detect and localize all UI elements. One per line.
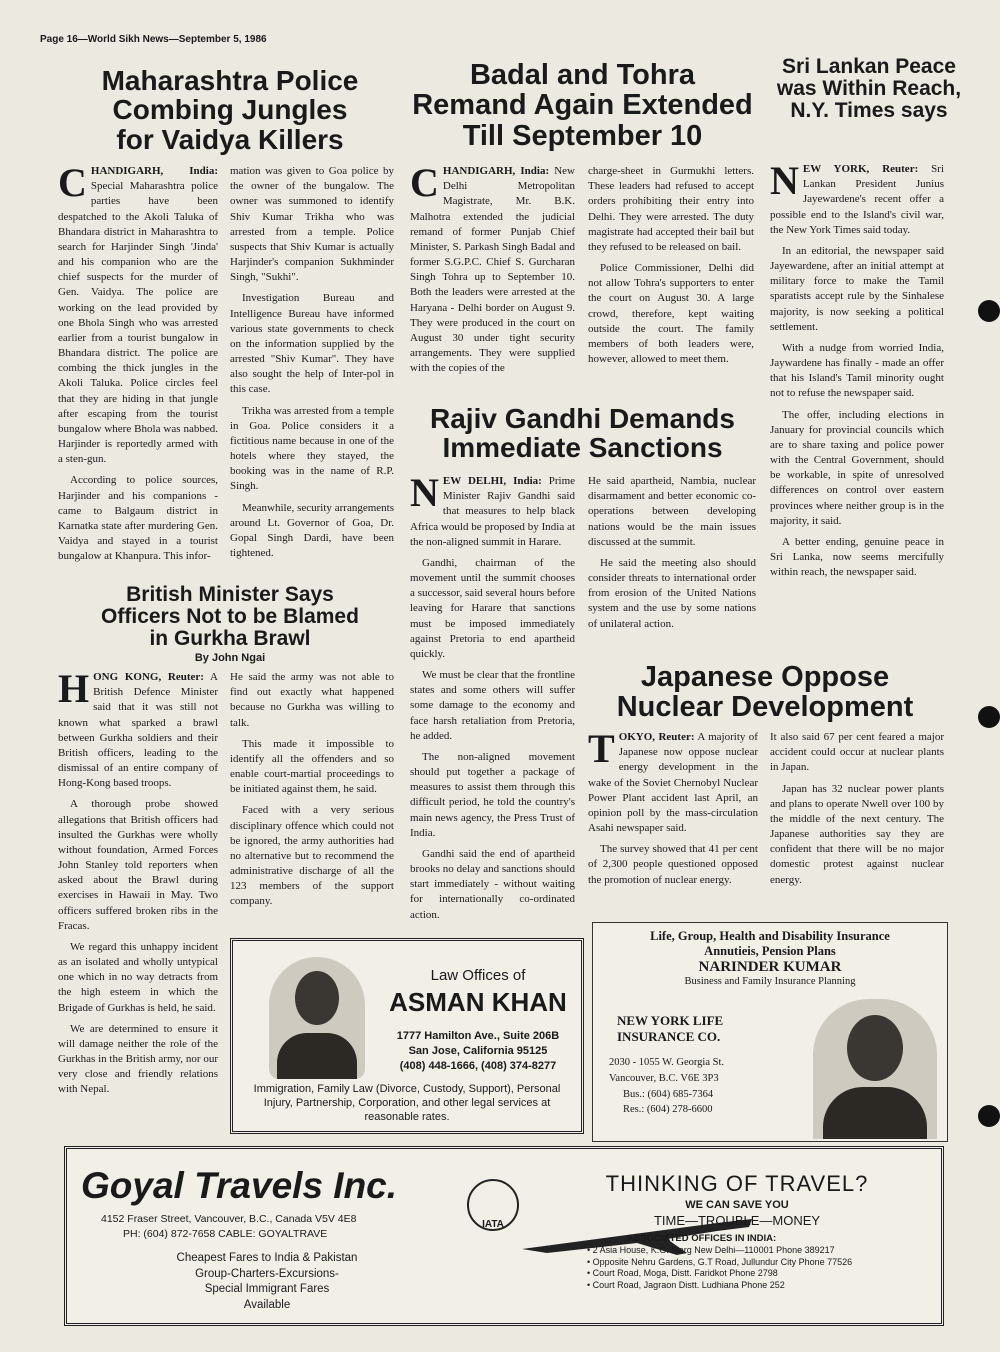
lawyer-portrait <box>269 957 365 1079</box>
headline-british: British Minister Says Officers Not to be Blamed in Gurkha Brawl <box>101 583 359 651</box>
article-british-col2: He said the army was not able to find out exactly what happened because no Gurkha was willing to talk. This made it impossible to identify all the offenders and so enable court-martial proceedings to be initiated against them, he said. Faced with a very serious disciplinary offence which could not be ignored, the army authorities had no alternative but to recommend the administrative discharge of all the 123 members of the support company. <box>230 671 394 908</box>
headline-srilanka: Sri Lankan Peace was Within Reach, N.Y. Times says <box>776 55 962 123</box>
ad-goyal-travels <box>64 1146 944 1326</box>
article-badal-col2: charge-sheet in Gurmukhi letters. These leaders had refused to accept orders prohibiting their entry into Delhi. They were arrested. The duty magistrate had accepted their bail but they refused to be released on bail. Police Commissioner, Delhi did not allow Tohra's supporters to enter the court on August 30. A large crowd, therefore, kept waiting outside the court. The family members of both leaders were, however, allowed to meet them. <box>588 165 754 366</box>
article-maharashtra-col1: CHANDIGARH, India: Special Maharashtra police parties have been despatched to the Akoli Taluka of Bhandara district in Maharashtra to search for Harjinder Singh 'Jinda' and his companion who are the chief suspects for the murder of Gen. Vaidya. The police are working on the lead provided by one Bhola Singh who was arrested earlier from a tourist bungalow in Bhandara district. The police are combing the thick jungles in the Akoli Taluka. Police circles feel that they are hiding in that jungle after escaping from the tourist bungalow where Bhola was nabbed. Harjinder is reportedly armed with a sten-gun. According to police sources, Harjinder and his companions - came to Balgaum district in Karnatka state after murdering Gen. Vaidya and stayed in a tourist bungalow at Khanpura. This infor- <box>58 160 218 563</box>
headline-badal: Badal and Tohra Remand Again Extended Till September 10 <box>412 59 753 152</box>
law-address: 1777 Hamilton Ave., Suite 206B San Jose, California 95125 (408) 448-1666, (408) 374-8277 <box>396 1030 560 1072</box>
binder-hole <box>978 706 1000 728</box>
article-rajiv-col1: NEW DELHI, India: Prime Minister Rajiv Gandhi said that measures to help black Africa would be proposed by India at the non-aligned summit in Harare. Gandhi, chairman of the movement until the summit chooses a successor, said several hours before leaving for Harare that sanctions must be imposed immediately against Pretoria to end apartheid quickly. We must be clear that the frontline states and some others will suffer some damage to the economy and face harsh retaliation from Pretoria, he added. The non-aligned movement should put together a package of measures to assist them through this difficult period, he told the country's main news agency, the Press Trust of India. Gandhi said the end of apartheid brooks no delay and sanctions should start immediately - without waiting for internationally co-ordinated action. <box>410 470 576 921</box>
goyal-sub: WE CAN SAVE YOU <box>685 1199 789 1211</box>
iata-logo: IATA <box>467 1179 519 1231</box>
headline-japan: Japanese Oppose Nuclear Development <box>616 661 914 724</box>
goyal-phone: PH: (604) 872-7658 CABLE: GOYALTRAVE <box>123 1228 328 1240</box>
article-maharashtra-col2: mation was given to Goa police by the owner of the bungalow. The owner was summoned to identify Shiv Kumar Trikha who was arrested from a temple. Police suspects that Shiv Kumar is actually Harjinder's companion Sukhminder Singh, "Sukhi". Investigation Bureau and Intelligence Bureau have informed various state governments to check on the information supplied by the arrested "Shiv Kumar". They have also sought the help of Inter-pol in this case. Trikha was arrested from a temple in Goa. Police considers it a fictitious name because in one of the hotels where they stayed, the booking was in the name of R.P. Singh. Meanwhile, security arrangements around Lt. Governor of Goa, Dr. Gopal Singh Dardi, have been tightened. <box>230 165 394 560</box>
binder-hole <box>978 300 1000 322</box>
insurance-name: NARINDER KUMAR <box>698 959 842 975</box>
article-japan-col2: It also said 67 per cent feared a major accident could occur at nuclear plants in Japan. Japan has 32 nuclear power plants and plans to operate Nwell over 100 by the middle of the next century. The Japanese authorities say they are confident that there will be no major domestic protest against nuclear energy. <box>770 731 944 886</box>
article-japan-col1: TOKYO, Reuter: A majority of Japanese now oppose nuclear energy development in the wake of the Soviet Chernobyl Nuclear Power Plant accident last April, an opinion poll by the mass-circulation Asahi newspaper said. The survey showed that 41 per cent of 2,300 people questioned opposed the promotion of nuclear energy. <box>588 726 758 886</box>
article-srilanka: NEW YORK, Reuter: Sri Lankan President Junius Jayewardene's recent offer a possible end to the Island's civil war, the New York Times said today. In an editorial, the newspaper said Jayewardene, after an initial attempt at military force to make the Tamil sparatists accept rule by the Sinhalese majority, is now seeking a political settlement. With a nudge from worried India, Jaywardene has finally - made an offer that his Island's Tamil minority ought not to refuse the newspaper said. The offer, including elections in January for provincial councils which are to share taxing and police power with the Central Government, should be workable, in spite of unresolved differences on control over eastern provinces where neither group is in the majority, it said. A better ending, genuine peace in Sri Lanka, now seems mercifully within reach, the newspaper said. <box>770 158 945 579</box>
law-name: ASMAN KHAN <box>389 987 567 1017</box>
insurance-address: 2030 - 1055 W. Georgia St. Vancouver, B.C. V6E 3P3 Bus.: (604) 685-7364 Res.: (604) 278-6600 <box>609 1057 725 1116</box>
insurance-line3: Business and Family Insurance Planning <box>684 976 856 987</box>
insurance-line2: Annutieis, Pension Plans <box>704 944 836 958</box>
goyal-offices: • 2 Asia House, K.G. Marg New Delhi—110001 Phone 389217 • Opposite Nehru Gardens, G.T Road, Jullundur City Phone 77526 • Court Road, Moga, Distt. Faridkot Phone 2798 • Court Road, Jagraon Distt. Ludhiana Phone 252 <box>587 1245 853 1291</box>
agent-portrait <box>813 999 937 1139</box>
headline-rajiv: Rajiv Gandhi Demands Immediate Sanctions <box>430 403 735 464</box>
article-british-col1: HONG KONG, Reuter: A British Defence Minister said that it was still not known what sparked a brawl between Gurkha soldiers and their British officers, leading to the dismissal of an entire company of Hong-Kong based troops. A thorough probe showed allegations that British officers had insulted the Gurkhas were wholly without foundation, Armed Forces John Stanley told reporters when asked about the Brawl during exercises in Hawaii in May. Two officers suffered broken ribs in the Fracas. We regard this unhappy incident as an isolated and wholly untypical one which in no way detracts from the high esteem in which the Brigade of Gurkhas is held, he said. We are determined to ensure it will damage neither the role of the Gurkhas in the British army, nor our very close and friendly relations with Nepal. <box>58 666 218 1096</box>
law-intro: Law Offices of <box>430 967 526 984</box>
ad-insurance <box>592 922 948 1142</box>
goyal-sub2: TIME—TROUBLE—MONEY <box>653 1213 821 1228</box>
ad-law-offices <box>230 938 584 1134</box>
article-rajiv-col2: He said apartheid, Nambia, nuclear disarmament and better economic co-operations between developing nations would be the main issues discussed at the summit. He said the meeting also should consider threats to international order from erosion of the United Nations system and the use by some nations of unilateral action. <box>588 475 756 630</box>
headline-maharashtra: Maharashtra Police Combing Jungles for Vaidya Killers <box>101 65 359 155</box>
law-services: Immigration, Family Law (Divorce, Custody, Support), Personal Injury, Partnership, Corporation, and other legal services at reasonable rates. <box>253 1083 561 1123</box>
page-folio: Page 16—World Sikh News—September 5, 1986 <box>40 34 267 45</box>
goyal-offices-title: ASSOCIATED OFFICES IN INDIA: <box>627 1233 777 1244</box>
insurance-company: NEW YORK LIFE INSURANCE CO. <box>617 1013 724 1045</box>
goyal-headline: THINKING OF TRAVEL? <box>605 1171 869 1196</box>
byline-british: By John Ngai <box>194 652 266 664</box>
goyal-name: Goyal Travels Inc. <box>81 1165 398 1206</box>
article-badal-col1: CHANDIGARH, India: New Delhi Metropolitan Magistrate, Mr. B.K. Malhotra extended the judicial remand of former Punjab Chief Minister, S. Parkash Singh Badal and former S.G.P.C. Chief S. Gurcharan Singh Tohra up to September 10. Both the leaders were arrested at the Haryana - Delhi border on August 9. They were produced in the court on August 30 under tight security arrangements. They were supplied with the copies of the <box>410 160 576 375</box>
goyal-offer-lines: Cheapest Fares to India & Pakistan Group-Charters-Excursions- Special Immigrant Fares Available <box>176 1252 358 1311</box>
binder-hole <box>978 1105 1000 1127</box>
insurance-line1: Life, Group, Health and Disability Insurance <box>650 929 890 943</box>
goyal-address: 4152 Fraser Street, Vancouver, B.C., Canada V5V 4E8 <box>101 1213 357 1225</box>
